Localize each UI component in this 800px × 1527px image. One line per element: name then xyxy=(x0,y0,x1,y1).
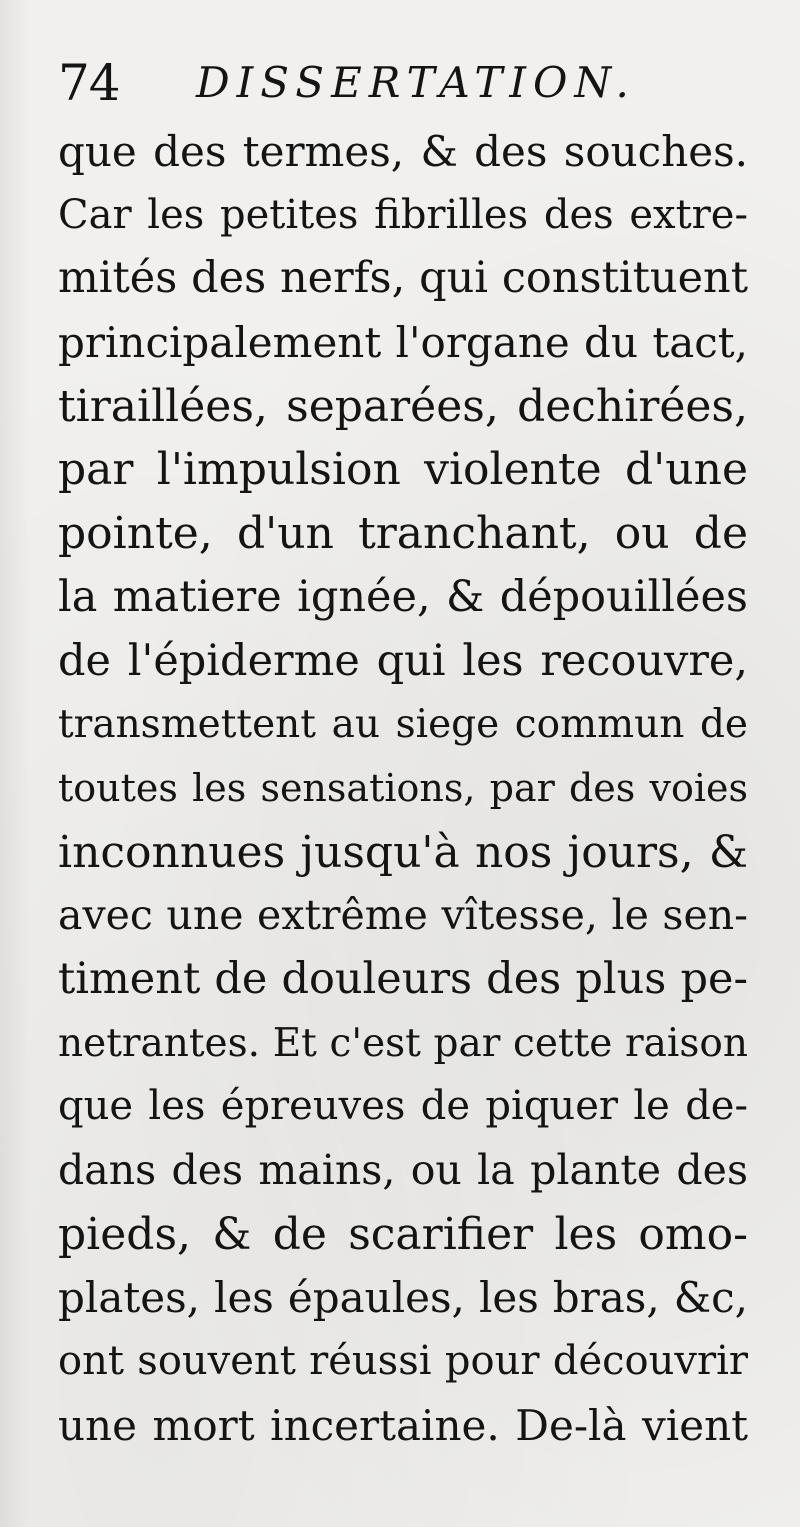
text-line: toutes les sensations, par des voies xyxy=(58,765,748,810)
text-line: une mort incertaine. De-là vient xyxy=(58,1400,748,1450)
text-line: que des termes, & des souches. xyxy=(58,127,748,176)
text-line: pieds, & de scarifier les omo- xyxy=(58,1208,748,1260)
text-line: netrantes. Et c'est par cette raison xyxy=(58,1020,748,1066)
text-line: par l'impulsion violente d'une xyxy=(58,444,748,496)
text-line: ont souvent réussi pour découvrir xyxy=(58,1338,748,1385)
text-line: transmettent au siege commun de xyxy=(58,702,748,748)
body-text xyxy=(58,120,748,1457)
text-line: timent de douleurs des plus pe- xyxy=(58,953,748,1004)
text-line: principalement l'organe du tact, xyxy=(58,318,748,368)
text-line: dans des mains, ou la plante des xyxy=(58,1146,748,1194)
text-line: que les épreuves de piquer le de- xyxy=(58,1083,748,1130)
running-title: DISSERTATION. xyxy=(196,58,636,107)
text-line: inconnues jusqu'à nos jours, & xyxy=(58,826,748,878)
page-number: 74 xyxy=(58,54,120,112)
text-line: avec une extrême vîtesse, le sen- xyxy=(58,891,748,940)
text-line: plates, les épaules, les bras, &c, xyxy=(58,1273,748,1323)
text-line: mités des nerfs, qui constituent xyxy=(58,253,748,304)
text-line: Car les petites fibrilles des extre- xyxy=(58,191,748,238)
text-line: pointe, d'un tranchant, ou de xyxy=(58,508,748,560)
page-header xyxy=(58,52,758,112)
text-line: la matiere ignée, & dépouillées xyxy=(58,571,748,622)
text-line: tiraillées, separées, dechirées, xyxy=(58,380,748,432)
text-line: de l'épiderme qui les recouvre, xyxy=(58,635,748,686)
